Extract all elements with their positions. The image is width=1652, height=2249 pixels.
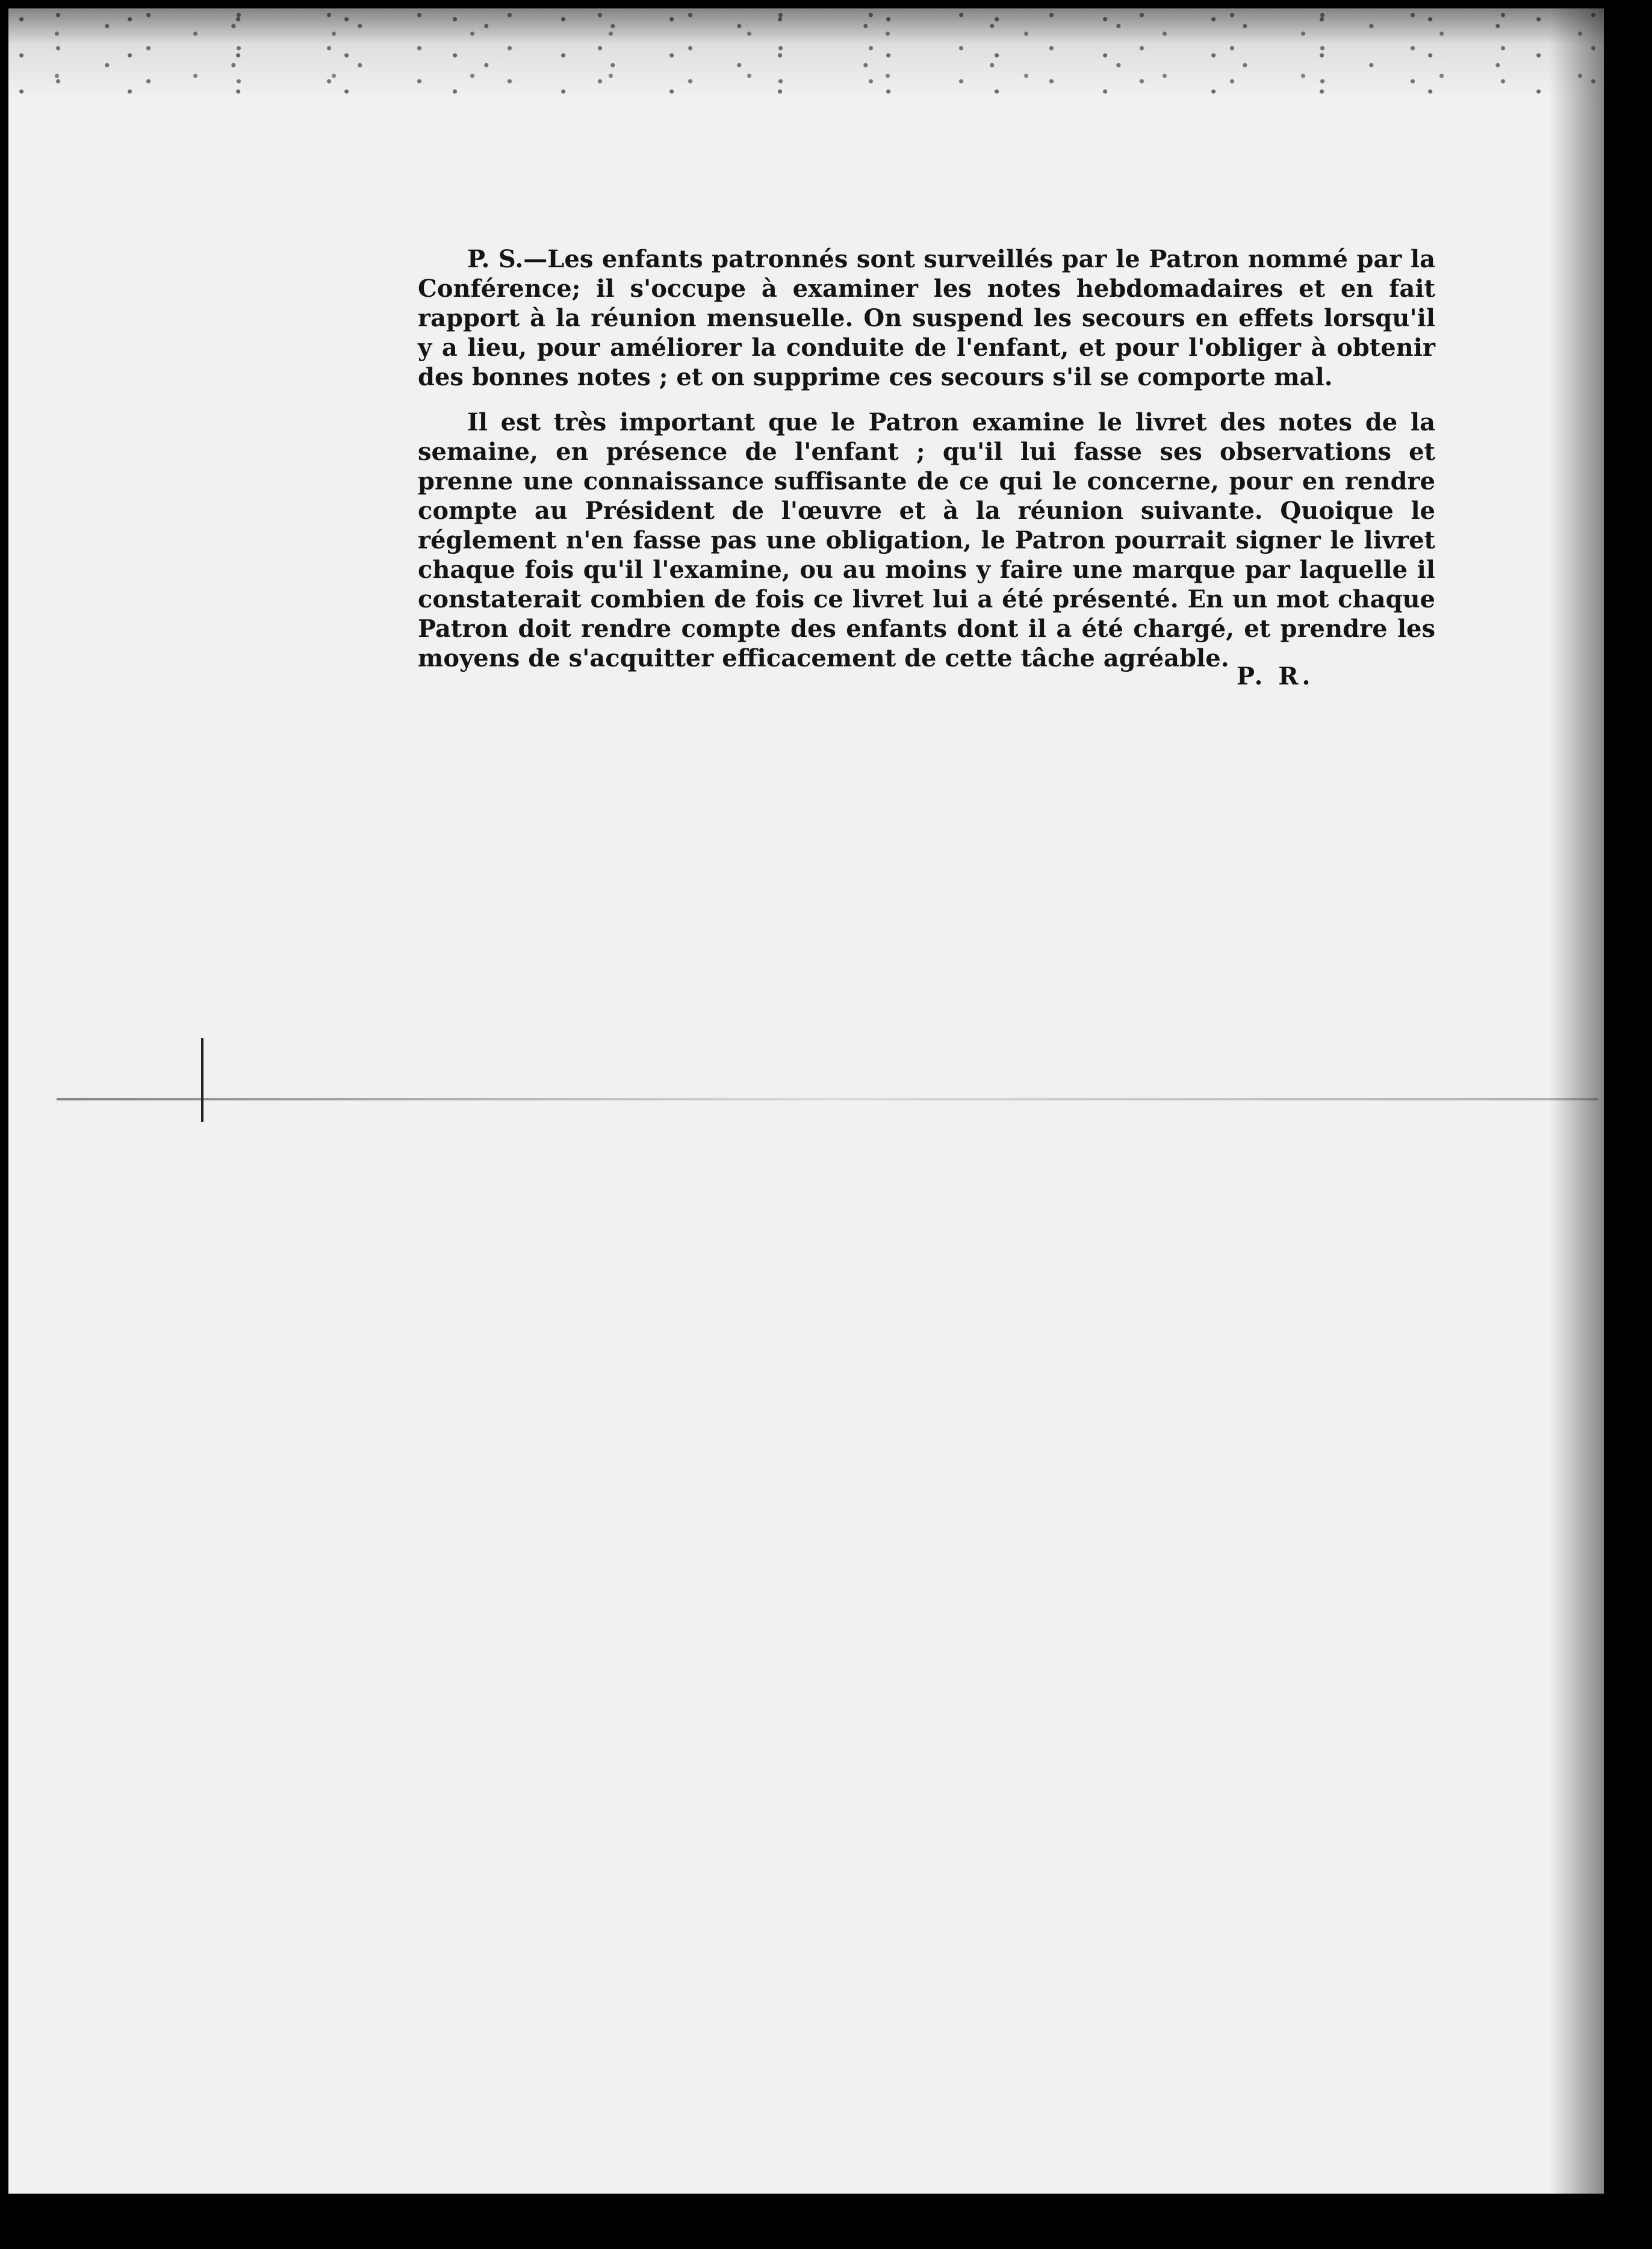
horizontal-fold-line [57,1098,1598,1100]
paragraph-2: Il est très important que le Patron examine le livret des notes de la semaine, en présence de l'enfant ; qu'il lui fasse ses observations et prenne une connaissance suffisante de ce qui le concerne, pour en rendre compte au Président de l'œuvre et à la réunion suivante. Quoique le réglement n'en fasse pas une obligation, le Patron pourrait signer le livret chaque fois qu'il l'examine, ou au moins y faire une marque par laquelle il constaterait combien de fois ce livret lui a été présenté. En un mot chaque Patron doit rendre compte des enfants dont il a été chargé, et prendre les moyens de s'acquitter efficacement de cette tâche agréable. [418,408,1435,672]
document-page [8,8,1604,2194]
vertical-fold-mark [201,1038,203,1122]
postscript-text [418,244,1435,689]
paragraph-1: P. S.—Les enfants patronnés sont surveillés par le Patron nommé par la Conférence; il s'occupe à examiner les notes hebdomadaires et en fait rapport à la réunion mensuelle. On suspend les secours en effets lorsqu'il y a lieu, pour améliorer la conduite de l'enfant, et pour l'obliger à obtenir des bonnes notes ; et on supprime ces secours s'il se comporte mal. [418,245,1435,391]
signature-initials: P. R. [1237,662,1314,690]
